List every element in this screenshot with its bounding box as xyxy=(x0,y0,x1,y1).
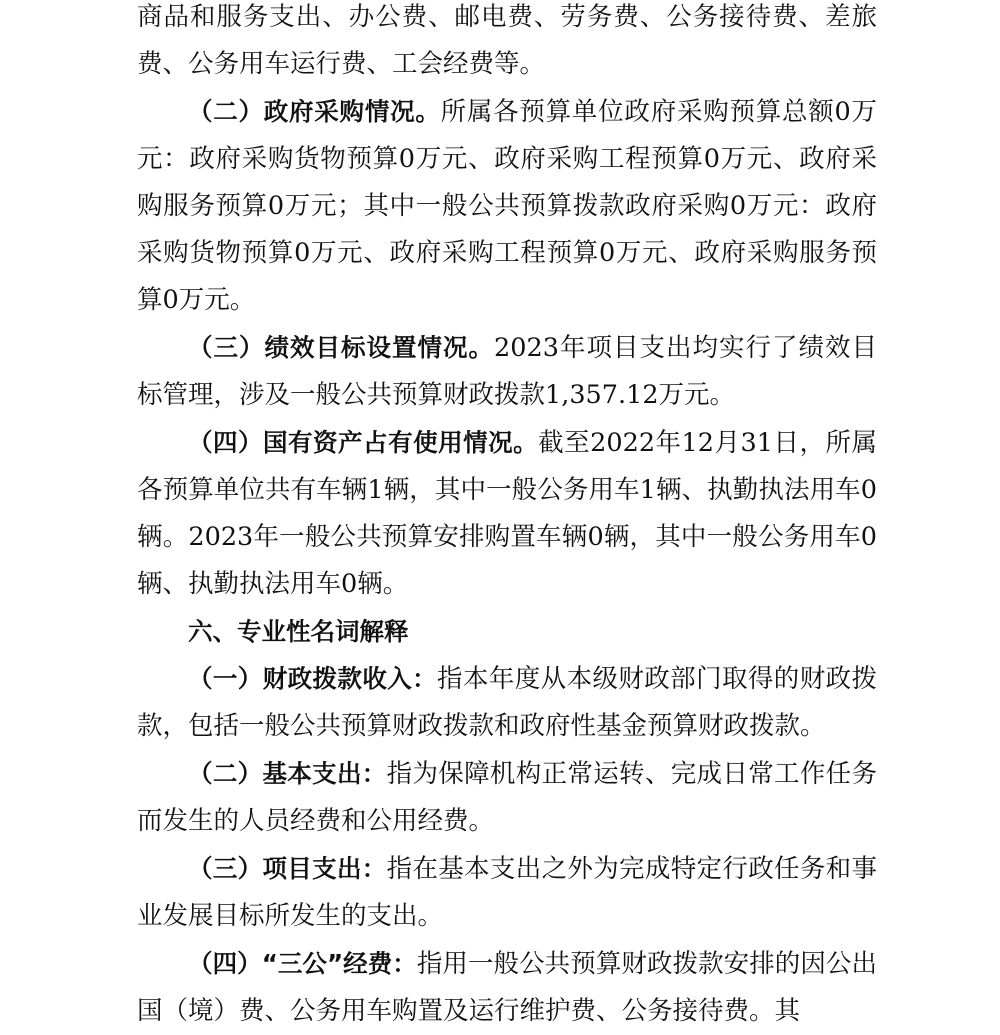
definition-project-expenditure xyxy=(137,845,877,940)
paragraph-text: 商品和服务支出、办公费、邮电费、劳务费、公务接待费、差旅费、公务用车运行费、工会经费等。 xyxy=(137,2,877,79)
definition-text: 指为保障机构正常运转、完成日常工作任务而发生的人员经费和公用经费。 xyxy=(137,759,878,836)
definition-three-public-expenses xyxy=(137,940,877,1035)
definition-term: （二）基本支出： xyxy=(188,759,387,788)
definition-fiscal-appropriation-income xyxy=(137,655,877,750)
definition-term: （三）项目支出： xyxy=(188,854,387,883)
paragraph-lead: （三）绩效目标设置情况。 xyxy=(188,333,495,362)
paragraph-lead: （四）国有资产占有使用情况。 xyxy=(188,428,539,457)
document-page xyxy=(137,0,877,1035)
paragraph-continuation xyxy=(137,0,877,88)
paragraph-lead: （二）政府采购情况。 xyxy=(188,97,441,126)
paragraph-government-procurement xyxy=(137,88,877,324)
section-heading: 六、专业性名词解释 xyxy=(188,617,409,646)
paragraph-text: 截至2022年12月31日，所属各预算单位共有车辆1辆，其中一般公务用车1辆、执勤执法用车0辆。2023年一般公共预算安排购置车辆0辆，其中一般公务用车0辆、执勤执法用车0辆。 xyxy=(137,428,878,599)
paragraph-text: 所属各预算单位政府采购预算总额0万元：政府采购货物预算0万元、政府采购工程预算0万元、政府采购服务预算0万元；其中一般公共预算拨款政府采购0万元：政府采购货物预算0万元、政府采购工程预算0万元、政府采购服务预算0万元。 xyxy=(137,97,877,315)
definition-text: 指本年度从本级财政部门取得的财政拨款，包括一般公共预算财政拨款和政府性基金预算财政拨款。 xyxy=(137,664,877,741)
definition-text: 指在基本支出之外为完成特定行政任务和事业发展目标所发生的支出。 xyxy=(137,854,878,931)
definition-text: 指用一般公共预算财政拨款安排的因公出国（境）费、公务用车购置及运行维护费、公务接待费。其 xyxy=(137,949,877,1026)
definition-basic-expenditure xyxy=(137,750,877,845)
paragraph-state-assets xyxy=(137,419,877,608)
paragraph-text: 2023年项目支出均实行了绩效目标管理，涉及一般公共预算财政拨款1,357.12万元。 xyxy=(137,333,877,410)
definition-term: （四）“三公”经费： xyxy=(188,949,417,978)
definition-term: （一）财政拨款收入： xyxy=(188,664,438,693)
paragraph-performance-targets xyxy=(137,324,877,419)
